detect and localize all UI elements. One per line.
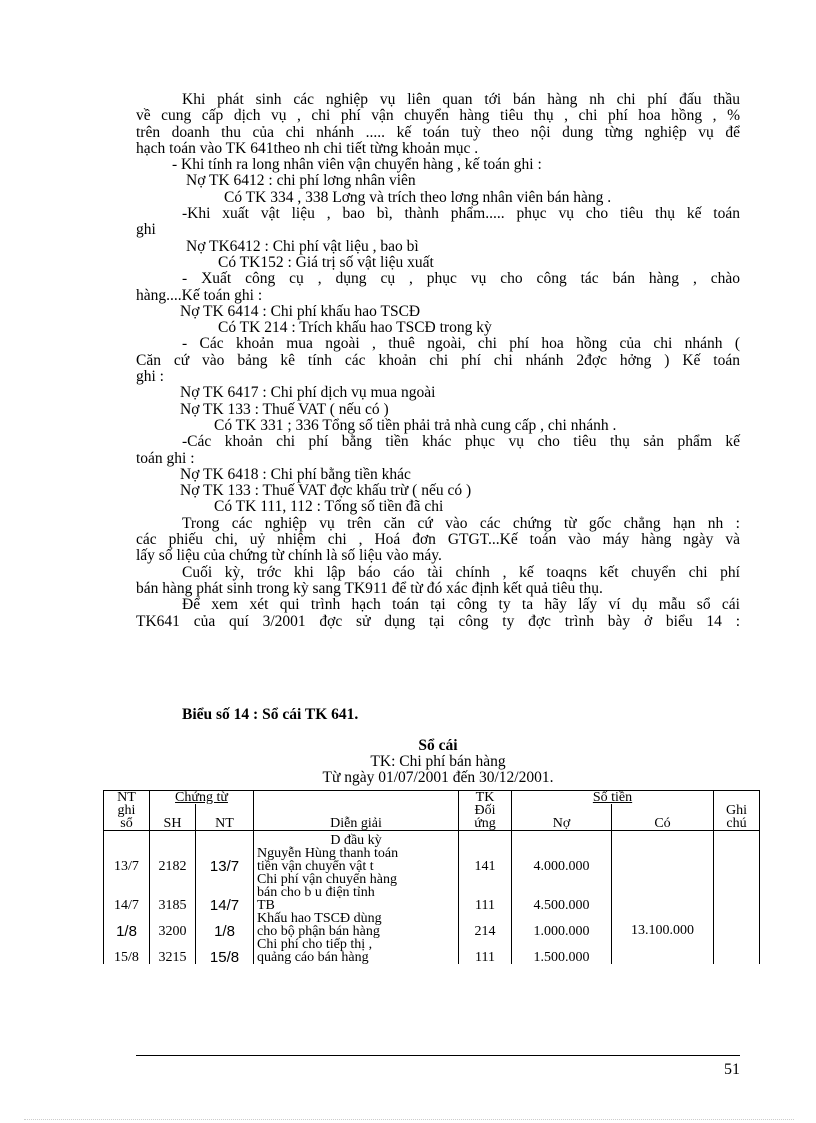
body-line: Nợ TK6412 : Chi phí vật liệu , bao bì	[186, 237, 419, 255]
header-row-1	[104, 791, 760, 805]
ledger-title: Sổ cái	[418, 737, 458, 754]
body-line: Để xem xét qui trình hạch toán tại công ty ta hãy lấy ví dụ mẫu sổ cái	[182, 596, 740, 614]
body-line: Có TK 214 : Trích khấu hao TSCĐ trong kỳ	[218, 319, 492, 337]
row-nt-ghi: 15/8	[104, 938, 150, 964]
header-tk-1: TK	[459, 791, 512, 805]
row-nt-ghi: 13/7	[104, 847, 150, 873]
header-tk-2: Đối	[459, 804, 512, 817]
ledger-period: Từ ngày 01/07/2001 đến 30/12/2001.	[322, 769, 554, 786]
body-line: - Xuất công cụ , dụng cụ , phục vụ cho công tác bán hàng , chào	[182, 270, 740, 288]
body-line: TK641 của quí 3/2001 đợc sử dụng tại công ty đợc trình bày ở biểu 14 :	[136, 612, 740, 630]
header-nt-ghi-so-1: NT	[104, 791, 150, 805]
footer-rule	[136, 1055, 740, 1056]
row-tk: 111	[459, 873, 512, 912]
header-chung-tu: Chứng từ	[150, 791, 254, 805]
row-nt: 1/8	[196, 912, 254, 938]
row-no: 1.500.000	[512, 938, 612, 964]
row-no: 4.500.000	[512, 873, 612, 912]
row-nt: 14/7	[196, 873, 254, 912]
row-sh: 3215	[150, 938, 196, 964]
row-no: 4.000.000	[512, 847, 612, 873]
row-description: Nguyễn Hùng thanh toán tiền vận chuyển vật t	[254, 847, 459, 873]
header-no: Nợ	[512, 817, 612, 831]
row-nt-ghi: 1/8	[104, 912, 150, 938]
body-line: ghi :	[136, 368, 164, 386]
body-line: lấy số liệu của chứng từ chính là số liệu vào máy.	[136, 547, 442, 565]
body-line: Nợ TK 133 : Thuế VAT ( nếu có )	[180, 400, 389, 418]
header-row-3	[104, 817, 760, 831]
body-text	[136, 92, 740, 630]
row-sh: 3200	[150, 912, 196, 938]
row-tk: 141	[459, 847, 512, 873]
row-description: Khấu hao TSCĐ dùng cho bộ phận bán hàng	[254, 912, 459, 938]
body-line: Có TK 334 , 338 Lơng và trích theo lơng nhân viên bán hàng .	[224, 188, 612, 206]
opening-balance-row	[104, 831, 760, 848]
table-row	[104, 847, 760, 873]
bieu-heading: Biểu số 14 : Sổ cái TK 641.	[182, 706, 359, 723]
header-nt-ghi-so-3: sổ	[104, 817, 150, 831]
row-description: Chi phí vận chuyển hàng bán cho b u điện tỉnh TB	[254, 873, 459, 912]
row-nt-ghi: 14/7	[104, 873, 150, 912]
body-line: -Các khoản chi phí bằng tiền khác phục vụ cho tiêu thụ sản phẩm kế	[182, 433, 740, 451]
body-line: Nợ TK 6412 : chi phí lơng nhân viên	[186, 172, 416, 190]
header-ghi-chu-1: Ghi	[714, 804, 760, 817]
body-line: - Khi tính ra long nhân viên vận chuyển hàng , kế toán ghi :	[172, 156, 542, 174]
header-nt-ghi-so-2: ghi	[104, 804, 150, 817]
ledger-title-block	[136, 738, 740, 786]
body-line: -Khi xuất vật liệu , bao bì, thành phẩm..... phục vụ cho tiêu thụ kế toán	[182, 205, 740, 223]
body-line: trên doanh thu của chi nhánh ..... kế toán tuỳ theo nội dung từng nghiệp vụ để	[136, 123, 740, 141]
header-tk-3: ứng	[459, 817, 512, 831]
header-dien-giai-top	[254, 791, 459, 805]
ledger-subtitle: TK: Chi phí bán hàng	[370, 753, 506, 770]
body-line: hàng....Kế toán ghi :	[136, 286, 263, 304]
body-line: Căn cứ vào bảng kê tính các khoản chi phí chi nhánh 2đợc hởng ) Kế toán	[136, 351, 740, 369]
row-tk: 111	[459, 938, 512, 964]
body-line: Trong các nghiệp vụ trên căn cứ vào các chứng từ gốc chẳng hạn nh :	[182, 514, 740, 532]
table-row	[104, 912, 760, 938]
body-line: Có TK 111, 112 : Tổng số tiền đã chi	[214, 498, 444, 516]
body-line: hạch toán vào TK 641theo nh chi tiết từng khoản mục .	[136, 139, 479, 157]
header-so-tien: Số tiền	[512, 791, 714, 805]
header-co: Có	[612, 817, 714, 831]
table-row	[104, 873, 760, 912]
header-sh: SH	[150, 817, 196, 831]
opening-balance-label: D đầu kỳ	[254, 831, 459, 848]
header-ghi-chu-2: chú	[714, 817, 760, 831]
page-number: 51	[724, 1061, 740, 1078]
row-sh: 3185	[150, 873, 196, 912]
body-line: Nợ TK 6417 : Chi phí dịch vụ mua ngoài	[180, 384, 436, 402]
row-co-total: 13.100.000	[612, 912, 714, 964]
body-line: Nợ TK 133 : Thuế VAT đợc khấu trừ ( nếu có )	[180, 482, 472, 500]
header-ghi-chu-top	[714, 791, 760, 805]
header-dien-giai: Diễn giải	[254, 817, 459, 831]
header-nt: NT	[196, 817, 254, 831]
row-no: 1.000.000	[512, 912, 612, 938]
body-line: các phiếu chi, uỷ nhiệm chi , Hoá đơn GTGT...Kế toán vào máy hàng ngày và	[136, 531, 740, 549]
body-line: Khi phát sinh các nghiệp vụ liên quan tới bán hàng nh chi phí đấu thầu	[182, 91, 740, 108]
body-line: - Các khoản mua ngoài , thuê ngoài, chi phí hoa hồng của chi nhánh (	[182, 335, 740, 353]
row-nt: 15/8	[196, 938, 254, 964]
body-line: Nợ TK 6414 : Chi phí khấu hao TSCĐ	[180, 302, 421, 320]
body-line: Có TK 331 ; 336 Tổng số tiền phải trả nhà cung cấp , chi nhánh .	[214, 416, 617, 434]
body-line: toán ghi :	[136, 449, 195, 467]
body-line: Nợ TK 6418 : Chi phí bằng tiền khác	[180, 465, 411, 483]
ledger-table	[103, 790, 760, 964]
body-line: bán hàng phát sinh trong kỳ sang TK911 để từ đó xác định kết quả tiêu thụ.	[136, 579, 603, 597]
page-edge-dots	[24, 1119, 794, 1120]
body-line: Cuối kỳ, trớc khi lập báo cáo tài chính , kế toaqns kết chuyển chi phí	[182, 563, 740, 581]
body-line: về cung cấp dịch vụ , chi phí vận chuyển hàng tiêu thụ , chi phí hoa hồng , %	[136, 107, 740, 125]
row-sh: 2182	[150, 847, 196, 873]
body-line: Có TK152 : Giá trị số vật liệu xuất	[218, 253, 434, 271]
row-nt: 13/7	[196, 847, 254, 873]
row-tk: 214	[459, 912, 512, 938]
row-description: Chi phí cho tiếp thị , quảng cáo bán hàng	[254, 938, 459, 964]
body-line: ghi	[136, 221, 156, 239]
